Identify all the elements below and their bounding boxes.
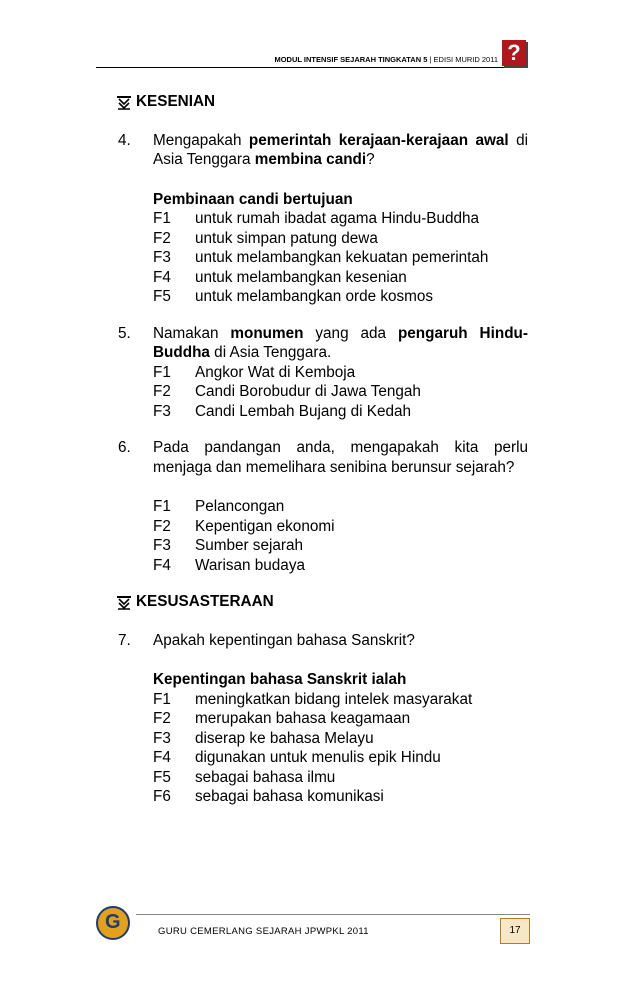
answer-code: F2 [153, 517, 171, 535]
answer-item [153, 709, 528, 729]
answer-code: F3 [153, 537, 171, 554]
answer-text: Candi Lembah Bujang di Kedah [195, 402, 412, 420]
answer-heading: Pembinaan candi bertujuan [153, 190, 353, 208]
footer-text: GURU CEMERLANG SEJARAH JPWPKL 2011 [158, 926, 369, 937]
module-title: MODUL INTENSIF SEJARAH TINGKATAN 5 [274, 55, 428, 64]
answer-item [153, 729, 528, 749]
keyword: monumen [230, 324, 304, 342]
answer-item [153, 248, 528, 268]
spacer [118, 575, 528, 592]
answer-code: F5 [153, 288, 171, 305]
answer-code: F1 [153, 363, 171, 381]
answer-text: untuk melambangkan kesenian [195, 268, 407, 286]
text-run: Mengapakah [153, 131, 249, 149]
answer-code: F4 [153, 556, 171, 574]
answer-heading: Kepentingan bahasa Sanskrit ialah [153, 671, 407, 688]
answer-item [153, 287, 528, 307]
answer-item [153, 497, 528, 517]
answer-code: F1 [153, 690, 171, 708]
answer-code: F1 [153, 498, 171, 515]
text-run: yang ada [303, 324, 398, 342]
answer-text: Angkor Wat di Kemboja [195, 363, 356, 381]
answer-code: F3 [153, 729, 171, 747]
spacer [118, 612, 528, 631]
footer-rule [136, 914, 530, 915]
answer-item [153, 536, 528, 556]
text-run: Namakan [153, 324, 231, 342]
section-heading [116, 92, 528, 112]
answer-code: F3 [153, 249, 171, 266]
answer-code: F4 [153, 268, 171, 286]
logo-glyph: G [105, 911, 121, 933]
question [118, 438, 528, 477]
answer-code: F4 [153, 749, 171, 766]
answer-code: F1 [153, 210, 171, 227]
answer-item [153, 748, 528, 768]
answer-item [153, 787, 528, 807]
answer-item [153, 209, 528, 229]
answer-item [153, 382, 528, 402]
section-ornament-icon [116, 94, 132, 110]
text-run: ? [366, 151, 375, 168]
answer-item [153, 556, 528, 576]
question-number: 7. [118, 631, 131, 649]
answer-block [153, 363, 528, 422]
question-text [153, 631, 528, 651]
spacer [118, 307, 528, 324]
answer-text: merupakan bahasa keagamaan [195, 710, 411, 727]
question-number: 4. [118, 131, 131, 149]
spacer [118, 421, 528, 438]
answer-item [153, 690, 528, 710]
answer-item [153, 363, 528, 383]
answer-block [153, 190, 528, 307]
answer-block [153, 497, 528, 575]
keyword: pengaruh Hindu-Buddha [153, 324, 528, 361]
answer-block [153, 670, 528, 807]
edition-label: EDISI MURID 2011 [433, 55, 498, 64]
question-text [153, 438, 528, 477]
keyword: membina candi [254, 151, 367, 168]
answer-item [153, 402, 528, 422]
answer-text: untuk melambangkan orde kosmos [195, 288, 434, 305]
text-run: di Asia Tenggara. [209, 344, 332, 361]
answer-text: sebagai bahasa ilmu [195, 768, 336, 786]
section-title: KESUSASTERAAN [136, 593, 274, 610]
answer-item [153, 229, 528, 249]
question-text [153, 324, 528, 363]
answer-text: Candi Borobudur di Jawa Tengah [195, 383, 421, 400]
header-rule [96, 67, 526, 68]
answer-item [153, 268, 528, 288]
answer-text: meningkatkan bidang intelek masyarakat [195, 690, 473, 708]
answer-code: F3 [153, 402, 171, 420]
spacer [118, 112, 528, 131]
answer-text: untuk melambangkan kekuatan pemerintah [195, 249, 489, 266]
answer-item [153, 768, 528, 788]
text-run: di Asia Tenggara [153, 131, 528, 168]
keyword: pemerintah kerajaan-kerajaan awal [248, 131, 509, 149]
text-run: Apakah kepentingan bahasa Sanskrit? [153, 631, 415, 649]
page-footer [96, 906, 530, 946]
logo-icon [96, 906, 130, 940]
answer-code: F6 [153, 788, 171, 805]
answer-text: untuk rumah ibadat agama Hindu-Buddha [195, 210, 480, 227]
answer-text: diserap ke bahasa Melayu [195, 729, 374, 747]
answer-text: Sumber sejarah [195, 537, 303, 554]
header-text [274, 55, 498, 64]
answer-text: sebagai bahasa komunikasi [195, 788, 384, 805]
section-heading [116, 592, 528, 612]
answer-text: untuk simpan patung dewa [195, 229, 378, 247]
question-number: 6. [118, 439, 131, 456]
answer-code: F2 [153, 710, 171, 727]
page-content [118, 92, 528, 807]
answer-code: F2 [153, 229, 171, 247]
answer-text: digunakan untuk menulis epik Hindu [195, 749, 441, 766]
section-title: KESENIAN [136, 93, 216, 110]
answer-text: Warisan budaya [195, 556, 305, 574]
answer-text: Kepentigan ekonomi [195, 517, 335, 535]
answer-item [153, 517, 528, 537]
question-number: 5. [118, 324, 131, 342]
question [118, 131, 528, 170]
section-ornament-icon [116, 594, 132, 610]
question [118, 631, 528, 651]
question-text [153, 131, 528, 170]
question [118, 324, 528, 363]
answer-code: F5 [153, 768, 171, 786]
answer-text: Pelancongan [195, 498, 285, 515]
answer-code: F2 [153, 383, 171, 400]
header-separator: | [427, 55, 434, 64]
question-mark-icon: ? [502, 40, 526, 66]
page-header [96, 40, 526, 72]
text-run: Pada pandangan anda, mengapakah kita perlu menjaga dan memelihara senibina berunsur sejarah? [153, 439, 528, 476]
page-number: 17 [500, 918, 530, 944]
